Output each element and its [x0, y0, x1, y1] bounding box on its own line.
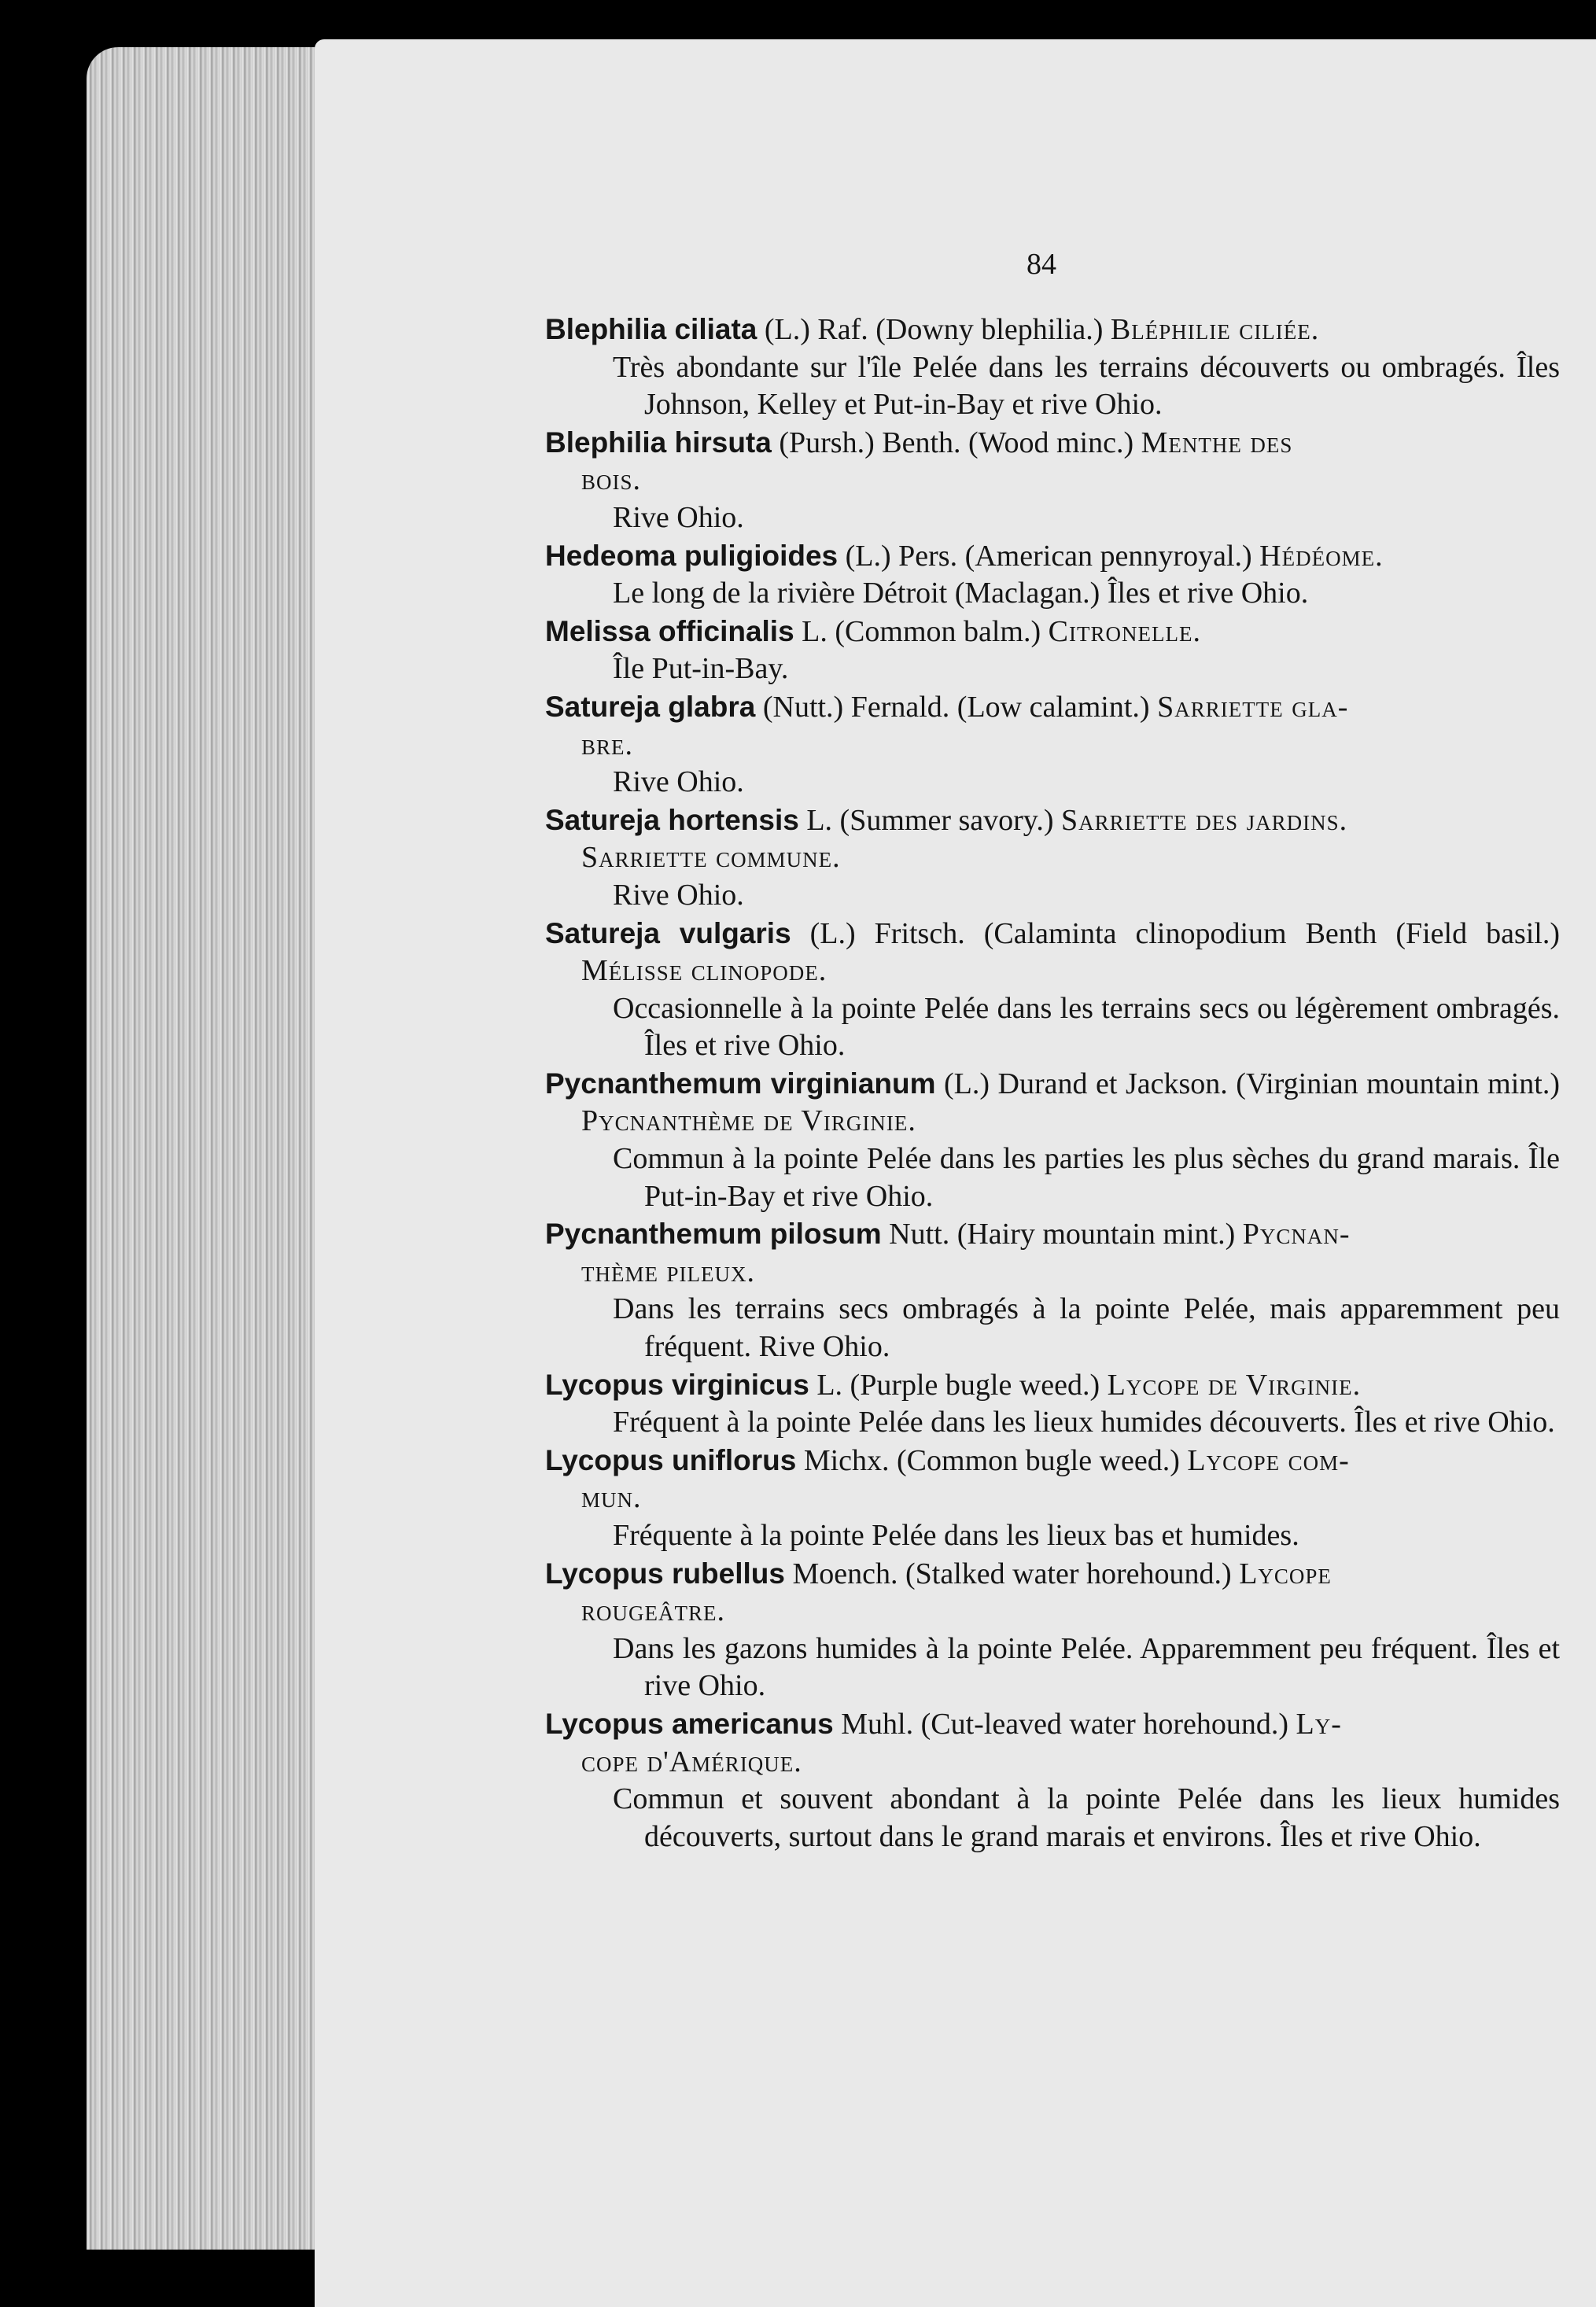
- french-name-continued: bois.: [581, 463, 642, 497]
- authority-common-name: (Nutt.) Fernald. (Low calamint.): [755, 690, 1158, 724]
- entry-description: Dans les gazons humides à la pointe Pelée. Apparemment peu fréquent. Îles et rive Ohio.: [613, 1631, 1560, 1703]
- entry-description: Fréquent à la pointe Pelée dans les lieux humides découverts. Îles et rive Ohio.: [613, 1406, 1555, 1439]
- species-entry: [545, 311, 1560, 424]
- french-name: Mélisse clinopode.: [581, 954, 827, 988]
- entry-heading: [545, 424, 1560, 463]
- entry-heading: [545, 1215, 1560, 1254]
- entry-description: Fréquente à la pointe Pelée dans les lieux bas et humides.: [613, 1519, 1299, 1552]
- authority-common-name: Muhl. (Cut-leaved water horehound.): [833, 1707, 1296, 1741]
- entry-description: Rive Ohio.: [613, 765, 744, 799]
- entry-heading: [545, 613, 1560, 651]
- species-entry: [545, 424, 1560, 537]
- entry-description: Commun à la pointe Pelée dans les parties les plus sèches du grand marais. Île Put-in-Bay et rive Ohio.: [613, 1142, 1560, 1213]
- authority-common-name: Michx. (Common bugle weed.): [796, 1443, 1188, 1477]
- scientific-name: Lycopus uniflorus: [545, 1443, 797, 1476]
- species-entry: [545, 1442, 1560, 1555]
- french-name-continued: cope d'Amérique.: [581, 1745, 802, 1778]
- french-name: Sarriette des jardins.: [1060, 803, 1348, 837]
- authority-common-name: (Pursh.) Benth. (Wood minc.): [771, 426, 1141, 459]
- authority-common-name: (L.) Pers. (American pennyroyal.): [838, 539, 1260, 573]
- page-number: 84: [1027, 248, 1056, 281]
- entry-heading: [545, 1555, 1560, 1594]
- entry-description: Très abondante sur l'île Pelée dans les terrains découverts ou ombragés. Îles Johnson, Kelley et Put-in-Bay et rive Ohio.: [613, 350, 1560, 422]
- entry-description: Occasionnelle à la pointe Pelée dans les terrains secs ou légèrement ombragés. Îles et rive Ohio.: [613, 991, 1560, 1063]
- french-name: Ly-: [1296, 1707, 1342, 1741]
- species-entry: [545, 1065, 1560, 1215]
- species-entry: [545, 1215, 1560, 1365]
- authority-common-name: L. (Purple bugle weed.): [809, 1368, 1108, 1402]
- french-name-continued: Sarriette commune.: [581, 841, 841, 875]
- scientific-name: Lycopus rubellus: [545, 1557, 785, 1590]
- scientific-name: Pycnanthemum pilosum: [545, 1218, 882, 1251]
- french-name: Citronelle.: [1048, 614, 1201, 648]
- entry-heading: [545, 1366, 1560, 1405]
- french-name: Menthe des: [1141, 426, 1293, 459]
- species-entry: [545, 1366, 1560, 1442]
- entry-heading: [545, 537, 1560, 576]
- entry-heading: [545, 1442, 1560, 1480]
- french-name-continued: mun.: [581, 1481, 642, 1515]
- entry-description: Rive Ohio.: [613, 878, 744, 912]
- french-name-continued: bre.: [581, 728, 634, 761]
- species-entry: [545, 1705, 1560, 1856]
- book-page-edges: [87, 47, 346, 2250]
- french-name: Lycope de Virginie.: [1107, 1368, 1362, 1402]
- french-name: Lycope com-: [1187, 1443, 1350, 1477]
- entry-heading: [545, 1065, 1560, 1141]
- french-name: Pycnan-: [1242, 1218, 1351, 1251]
- entry-description: Dans les terrains secs ombragés à la pointe Pelée, mais apparemment peu fréquent. Rive Ohio.: [613, 1292, 1560, 1364]
- french-name: Lycope: [1239, 1557, 1332, 1590]
- species-entry: [545, 802, 1560, 915]
- authority-common-name: (L.) Fritsch. (Calaminta clinopodium Benth (Field basil.): [791, 916, 1561, 950]
- authority-common-name: L. (Summer savory.): [798, 803, 1061, 837]
- french-name-continued: rougeâtre.: [581, 1594, 725, 1628]
- scientific-name: Lycopus americanus: [545, 1707, 834, 1740]
- species-entry: [545, 537, 1560, 613]
- entry-heading: [545, 915, 1560, 990]
- species-list: [545, 311, 1560, 1856]
- species-entry: [545, 915, 1560, 1065]
- authority-common-name: L. (Common balm.): [794, 614, 1049, 648]
- authority-common-name: Moench. (Stalked water horehound.): [784, 1557, 1240, 1590]
- species-entry: [545, 613, 1560, 688]
- scientific-name: Pycnanthemum virginianum: [545, 1067, 936, 1100]
- scientific-name: Satureja vulgaris: [545, 916, 791, 949]
- scientific-name: Melissa officinalis: [545, 614, 794, 647]
- authority-common-name: Nutt. (Hairy mountain mint.): [881, 1218, 1243, 1251]
- entry-heading: [545, 802, 1560, 840]
- french-name: Bléphilie ciliée.: [1110, 313, 1320, 346]
- scientific-name: Lycopus virginicus: [545, 1368, 809, 1401]
- species-entry: [545, 688, 1560, 802]
- entry-description: Île Put-in-Bay.: [613, 652, 789, 686]
- entry-description: Commun et souvent abondant à la pointe Pelée dans les lieux humides découverts, surtout dans le grand marais et environs. Îles et rive Ohio.: [613, 1782, 1560, 1853]
- scientific-name: Satureja hortensis: [545, 803, 799, 836]
- authority-common-name: (L.) Raf. (Downy blephilia.): [757, 313, 1111, 346]
- scientific-name: Hedeoma puligioides: [545, 539, 839, 572]
- authority-common-name: (L.) Durand et Jackson. (Virginian mountain mint.): [935, 1067, 1561, 1100]
- french-name-continued: thème pileux.: [581, 1255, 755, 1288]
- entry-heading: [545, 311, 1560, 349]
- scientific-name: Satureja glabra: [545, 690, 756, 723]
- french-name: Pycnanthème de Virginie.: [581, 1104, 916, 1138]
- scientific-name: Blephilia ciliata: [545, 313, 757, 345]
- species-entry: [545, 1555, 1560, 1705]
- entry-description: Le long de la rivière Détroit (Maclagan.) Îles et rive Ohio.: [613, 577, 1309, 610]
- scientific-name: Blephilia hirsuta: [545, 426, 772, 459]
- entry-description: Rive Ohio.: [613, 500, 744, 534]
- french-name: Hédéome.: [1259, 539, 1384, 573]
- entry-heading: [545, 1705, 1560, 1744]
- french-name: Sarriette gla-: [1157, 690, 1349, 724]
- entry-heading: [545, 688, 1560, 727]
